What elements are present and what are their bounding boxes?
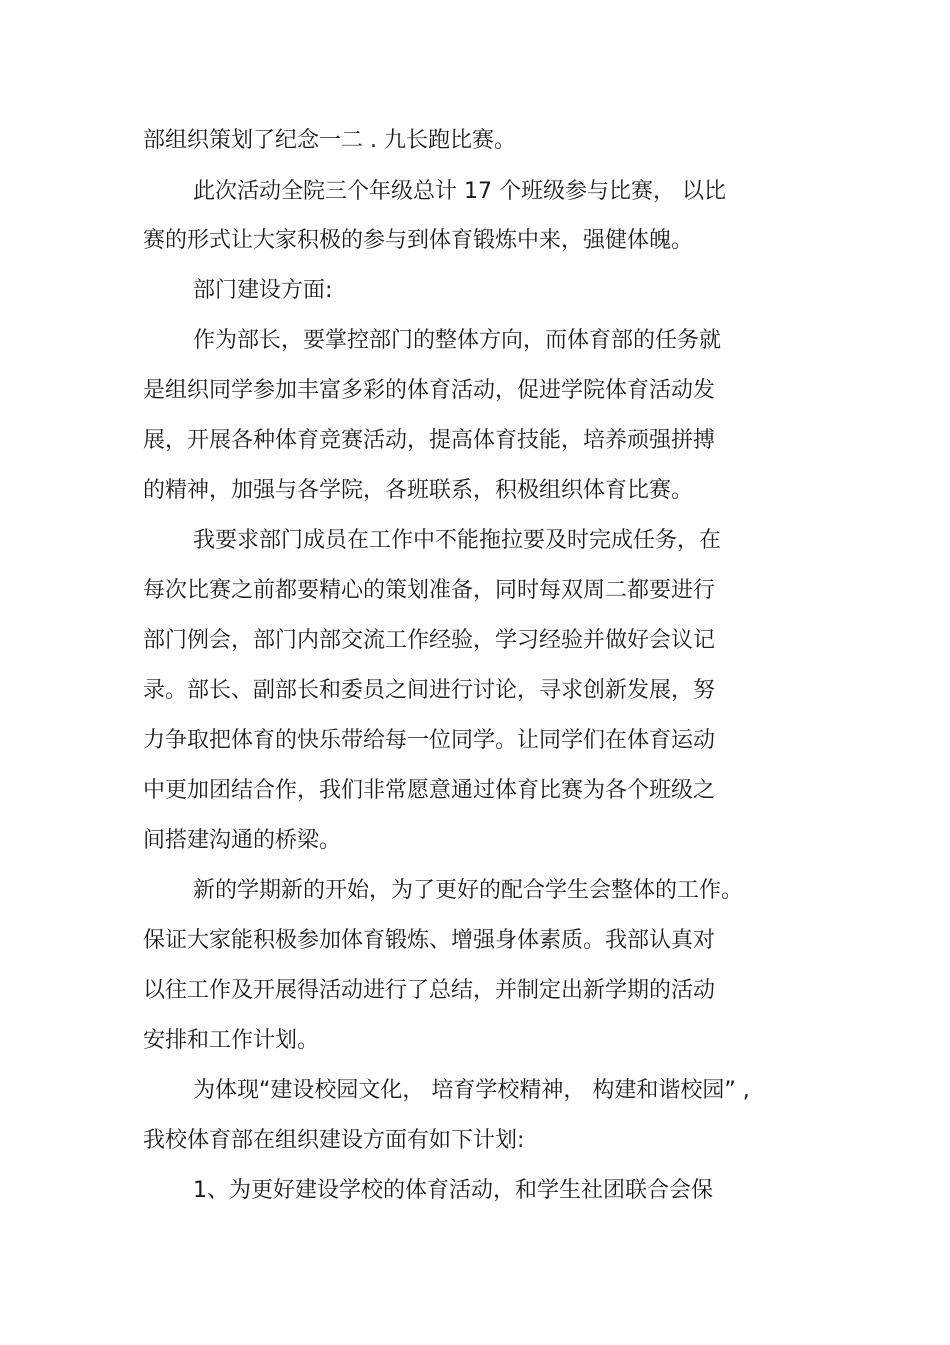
text-line: 每次比赛之前都要精心的策划准备，同时每双周二都要进行 — [143, 578, 716, 603]
text-line: 我要求部门成员在工作中不能拖拉要及时完成任务，在 — [193, 528, 722, 553]
text-line: 作为部长，要掌控部门的整体方向，而体育部的任务就 — [193, 328, 722, 353]
text-line: 间搭建沟通的桥梁。 — [143, 828, 342, 853]
text-line: 以往工作及开展得活动进行了总结，并制定出新学期的活动 — [143, 978, 716, 1003]
text-line: 我校体育部在组织建设方面有如下计划: — [143, 1128, 525, 1153]
text-line: 安排和工作计划。 — [143, 1028, 320, 1053]
text-line: 录。部长、副部长和委员之间进行讨论，寻求创新发展，努 — [143, 678, 716, 703]
text-line: 部组织策划了纪念一二 . 九长跑比赛。 — [143, 128, 516, 153]
list-item: 1、为更好建设学校的体育活动，和学生社团联合会保 — [193, 1178, 713, 1203]
text-line: 为体现“建设校园文化， 培育学校精神， 构建和谐校园” , — [193, 1078, 750, 1103]
text-line: 部门例会，部门内部交流工作经验，学习经验并做好会议记 — [143, 628, 716, 653]
text-line: 赛的形式让大家积极的参与到体育锻炼中来，强健体魄。 — [143, 228, 694, 253]
text-line: 新的学期新的开始，为了更好的配合学生会整体的工作。 — [193, 878, 744, 903]
text-line: 是组织同学参加丰富多彩的体育活动，促进学院体育活动发 — [143, 378, 716, 403]
text-line: 此次活动全院三个年级总计 17 个班级参与比赛， 以比 — [193, 179, 726, 204]
text-line: 保证大家能积极参加体育锻炼、增强身体素质。我部认真对 — [143, 928, 716, 953]
text-line: 的精神，加强与各学院，各班联系，积极组织体育比赛。 — [143, 478, 694, 503]
text-line: 展，开展各种体育竞赛活动，提高体育技能，培养顽强拼搏 — [143, 428, 716, 453]
text-line: 力争取把体育的快乐带给每一位同学。让同学们在体育运动 — [143, 728, 716, 753]
section-heading: 部门建设方面: — [193, 278, 333, 303]
text-line: 中更加团结合作，我们非常愿意通过体育比赛为各个班级之 — [143, 778, 716, 803]
